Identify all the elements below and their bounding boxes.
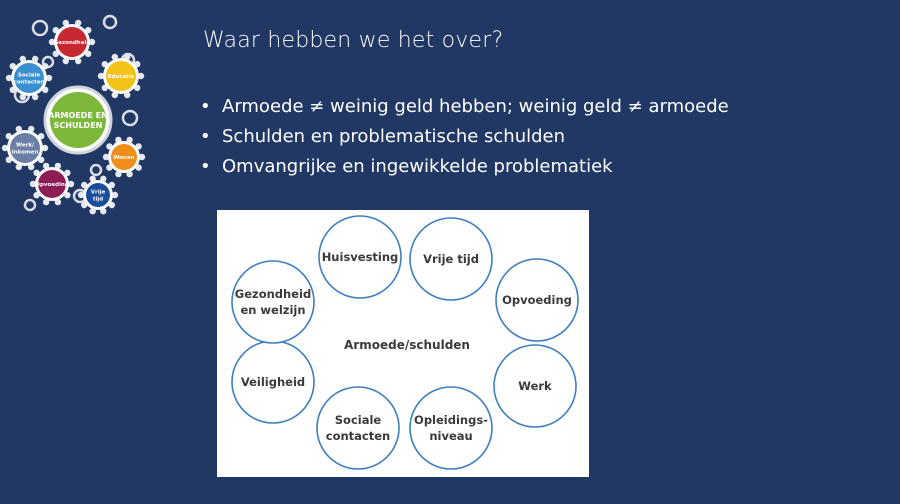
diagram-node-label: Opvoeding	[502, 293, 572, 307]
logo-center-label-line2: SCHULDEN	[53, 121, 103, 130]
small-gear-icon	[123, 111, 137, 125]
small-gear-icon	[104, 16, 116, 28]
diagram-node-label: Opleidings-	[414, 413, 488, 427]
diagram-node-label: niveau	[429, 429, 473, 443]
diagram-node-gezondheid-en-welzijn	[232, 261, 314, 343]
diagram-node-label: Gezondheid	[234, 287, 312, 301]
diagram-node-label: contacten	[325, 429, 391, 443]
diagram-node-label: en welzijn	[240, 303, 306, 317]
logo-gear-educatie	[98, 54, 144, 98]
logo-gear-wonen	[103, 137, 145, 178]
diagram-node-circle	[410, 387, 492, 469]
logo-center-gear	[45, 87, 111, 153]
diagram-node-label: Huisvesting	[321, 250, 399, 264]
bullet-list	[200, 92, 729, 182]
bullet-item: • Schulden en problematische schulden	[200, 122, 729, 152]
diagram-node-opleidings-niveau	[410, 387, 492, 469]
logo-gear-opvoeding	[30, 163, 74, 206]
gear-label: inkomen	[11, 149, 39, 156]
gear-label: Opvoeding	[35, 182, 69, 188]
gear-label: Vrije	[90, 189, 106, 196]
armoede-schulden-logo	[0, 0, 160, 215]
problem-diagram	[217, 210, 589, 477]
problem-diagram-svg	[217, 210, 589, 477]
logo-gear-gezondheid	[49, 20, 95, 64]
small-gear-icon	[91, 165, 101, 175]
diagram-node-label: Vrije tijd	[423, 252, 479, 266]
gear-label: tijd	[92, 196, 104, 203]
slide-title: Waar hebben we het over?	[203, 28, 504, 53]
diagram-node-huisvesting	[319, 216, 401, 298]
diagram-node-vrije-tijd	[410, 218, 492, 300]
gear-label: Educatie	[107, 74, 135, 80]
logo-center-label-line1: ARMOEDE EN	[48, 111, 108, 120]
diagram-node-circle	[317, 387, 399, 469]
diagram-node-veiligheid	[232, 341, 314, 423]
gear-label: Sociale	[17, 72, 41, 79]
small-gear-icon	[33, 21, 47, 35]
logo-gear-sociale-contacten	[6, 56, 52, 100]
diagram-node-label: Sociale	[334, 413, 382, 427]
diagram-node-label: Werk	[518, 379, 552, 393]
diagram-node-opvoeding	[496, 259, 578, 341]
logo-gear-werk-inkomen	[2, 126, 48, 170]
diagram-node-werk	[494, 345, 576, 427]
logo-gear-vrije-tijd	[78, 176, 118, 215]
diagram-node-sociale-contacten	[317, 387, 399, 469]
bullet-item: • Omvangrijke en ingewikkelde problematiek	[200, 152, 729, 182]
bullet-item: • Armoede ≠ weinig geld hebben; weinig geld ≠ armoede	[200, 92, 729, 122]
gear-label: Gezondheid	[53, 40, 91, 46]
gear-label: Werk/	[16, 142, 34, 149]
gear-label: contacten	[13, 79, 45, 86]
diagram-node-circle	[232, 261, 314, 343]
diagram-node-label: Veiligheid	[240, 375, 306, 389]
small-gear-icon	[25, 200, 35, 210]
diagram-center-label: Armoede/schulden	[344, 338, 470, 352]
logo-center-circle	[50, 92, 106, 148]
gear-label: Wonen	[113, 155, 135, 161]
